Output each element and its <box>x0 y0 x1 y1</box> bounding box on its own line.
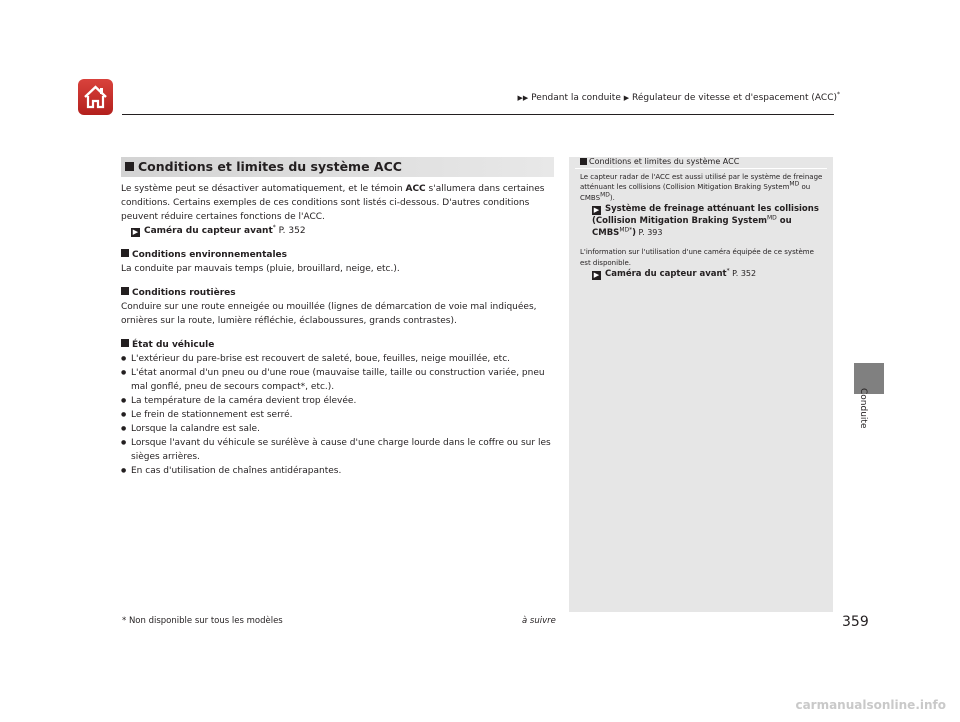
paragraph: Conduire sur une route enneigée ou mouillée (lignes de démarcation de voie mal indiquées, ornières sur la route, lumière réfléchie, éclaboussures, grands contrastes). <box>121 302 537 326</box>
subheading: État du véhicule <box>121 338 554 352</box>
list-item: ● L'état anormal d'un pneu ou d'une roue (mauvaise taille, taille ou construction variée, pneu mal gonflé, pneu de secours compact*, etc.). <box>121 366 554 394</box>
footnote: * Non disponible sur tous les modèles <box>122 616 283 626</box>
cross-reference[interactable]: ▶ Caméra du capteur avant* P. 352 <box>593 267 757 279</box>
bullet-list <box>121 352 554 478</box>
arrow-icon: ▶ <box>132 228 139 236</box>
breadcrumb-item[interactable]: Pendant la conduite <box>531 93 621 103</box>
main-content <box>121 182 554 478</box>
side-paragraph: L'information sur l'utilisation d'une caméra équipée de ce système est disponible. <box>580 248 814 267</box>
intro-paragraph: Le système peut se désactiver automatiquement, et le témoin ACC s'allumera dans certaines conditions. Certains exemples de ces conditions sont listés ci-dessous. D'autres conditions peuvent réduire certaines fonctions de l'ACC. <box>121 184 545 222</box>
list-item: ● Le frein de stationnement est serré. <box>121 408 554 422</box>
square-icon <box>580 158 587 165</box>
square-icon <box>121 249 129 257</box>
square-icon <box>121 339 129 347</box>
square-icon <box>125 162 134 171</box>
subheading: Conditions routières <box>121 286 554 300</box>
arrow-icon: ▶ <box>623 94 630 102</box>
footnote-star: * <box>837 91 840 98</box>
arrow-icon: ▶ <box>593 206 600 214</box>
home-icon <box>82 84 109 110</box>
arrow-icon: ▶ <box>593 271 600 279</box>
continued-label: à suivre <box>522 616 556 626</box>
square-icon <box>121 287 129 295</box>
watermark: carmanualsonline.info <box>795 698 946 712</box>
breadcrumb-item[interactable]: Régulateur de vitesse et d'espacement (ACC) <box>632 93 837 103</box>
subheading: Conditions environnementales <box>121 248 554 262</box>
cross-reference[interactable]: ▶ Caméra du capteur avant* P. 352 <box>132 224 306 236</box>
paragraph: La conduite par mauvais temps (pluie, brouillard, neige, etc.). <box>121 264 400 274</box>
breadcrumb <box>518 93 840 103</box>
home-button[interactable] <box>78 79 113 115</box>
list-item: ● Lorsque l'avant du véhicule se surélève à cause d'une charge lourde dans le coffre ou sur les sièges arrières. <box>121 436 554 464</box>
cross-reference[interactable]: ▶ Système de freinage atténuant les collisions (Collision Mitigation Braking System$^{MD}$ ou $CMBS^{MD*}$) P. 393 <box>592 204 819 238</box>
page-number: 359 <box>842 614 869 630</box>
header-rule <box>122 114 834 115</box>
list-item: ● Lorsque la calandre est sale. <box>121 422 554 436</box>
list-item: ● L'extérieur du pare-brise est recouvert de saleté, boue, feuilles, neige mouillée, etc. <box>121 352 554 366</box>
list-item: ● La température de la caméra devient trop élevée. <box>121 394 554 408</box>
section-header <box>121 157 554 177</box>
list-item: ● En cas d'utilisation de chaînes antidérapantes. <box>121 464 554 478</box>
side-note-title: Conditions et limites du système ACC <box>580 157 826 168</box>
section-title: Conditions et limites du système ACC <box>138 159 402 174</box>
arrow-icon: ▶▶ <box>517 94 529 102</box>
side-paragraph: Le capteur radar de l'ACC est aussi utilisé par le système de freinage atténuant les collisions (Collision Mitigation Braking SystemMD ou CMBSMD). <box>580 172 823 202</box>
side-note <box>580 157 826 280</box>
chapter-tab-label: Conduite <box>858 388 868 429</box>
